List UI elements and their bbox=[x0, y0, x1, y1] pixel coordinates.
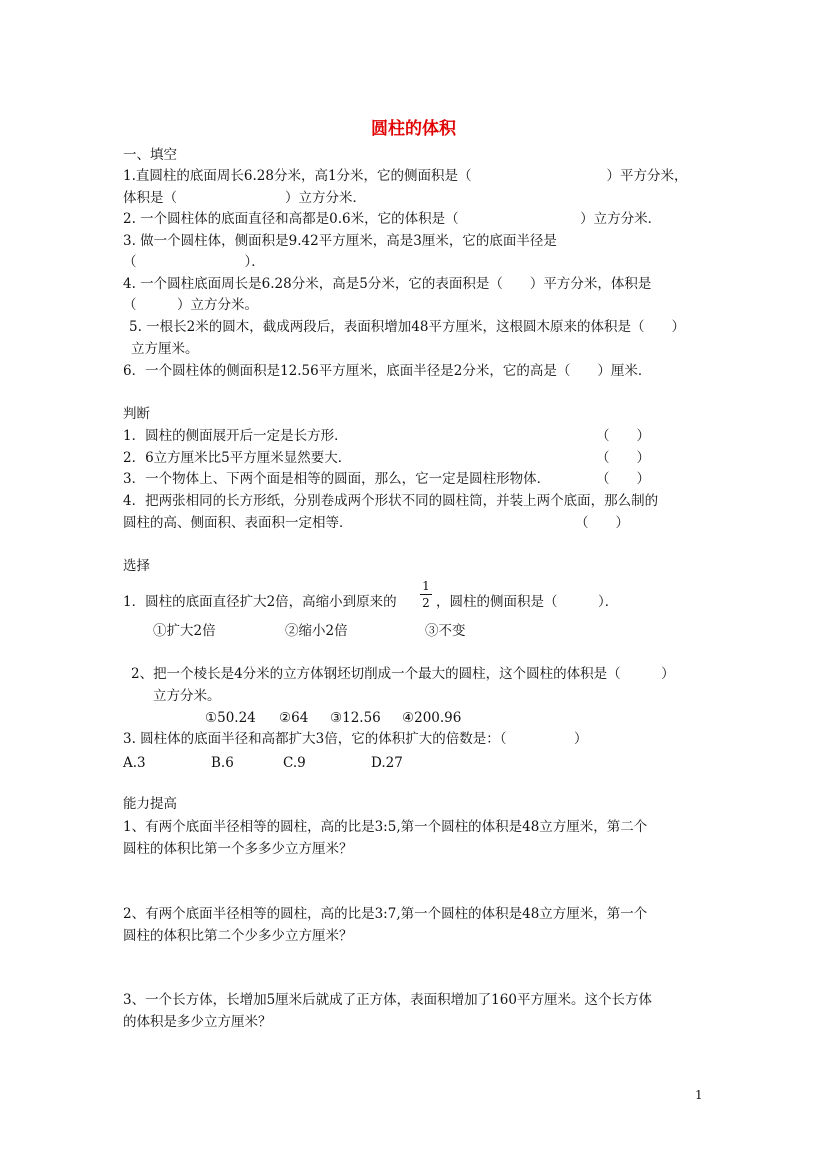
fill-line: 6．一个圆柱体的侧面积是12.56平方厘米，底面半径是2分米，它的高是（ ）厘米． bbox=[123, 363, 652, 379]
fraction-one-half bbox=[420, 579, 432, 610]
answer-bracket: （ ） bbox=[596, 428, 650, 444]
fill-line: （ ）立方分米。 bbox=[123, 297, 258, 313]
judge-line: 2．6立方厘米比5平方厘米显然要大． bbox=[123, 450, 352, 466]
answer-bracket: （ ） bbox=[596, 471, 650, 487]
judge-line: 4．把两张相同的长方形纸，分别卷成两个形状不同的圆柱筒，并装上两个底面，那么制的 bbox=[123, 493, 659, 509]
choice-option: ③不变 bbox=[425, 623, 466, 639]
section-fill-heading: 一、填空 bbox=[123, 147, 177, 163]
ability-question: 的体积是多少立方厘米？ bbox=[123, 1014, 272, 1030]
ability-question: 3、一个长方体，长增加5厘米后就成了正方体，表面积增加了160平方厘米。这个长方体 bbox=[123, 992, 652, 1008]
judge-line: 圆柱的高、侧面积、表面积一定相等． bbox=[123, 515, 353, 531]
choice-question: 立方分米。 bbox=[153, 688, 221, 704]
fraction-bar bbox=[420, 594, 432, 595]
ability-question: 1、有两个底面半径相等的圆柱，高的比是3:5,第一个圆柱的体积是48立方厘米，第二个 bbox=[123, 819, 648, 835]
page-number: 1 bbox=[695, 1088, 703, 1102]
choice-question: 3. 圆柱体的底面半径和高都扩大3倍，它的体积扩大的倍数是：（ ） bbox=[123, 731, 588, 747]
fill-line: 4. 一个圆柱底面周长是6.28分米，高是5分米，它的表面积是（ ）平方分米，体积是 bbox=[123, 276, 652, 292]
section-choice-heading: 选择 bbox=[123, 558, 150, 574]
choice-option: ③12.56 bbox=[330, 710, 381, 726]
choice-option: ①50.24 bbox=[205, 710, 256, 726]
fill-line: 2. 一个圆柱体的底面直径和高都是0.6米，它的体积是（ ）立方分米． bbox=[123, 211, 662, 227]
ability-question: 圆柱的体积比第二个少多少立方厘米？ bbox=[123, 928, 353, 944]
page-title: 圆柱的体积 bbox=[371, 119, 456, 139]
section-judge-heading: 判断 bbox=[123, 406, 150, 422]
choice-question: ，圆柱的侧面积是（ ）． bbox=[436, 594, 619, 610]
ability-question: 2、有两个底面半径相等的圆柱，高的比是3:7,第一个圆柱的体积是48立方厘米，第一个 bbox=[123, 906, 648, 922]
choice-option: B.6 bbox=[211, 755, 234, 771]
choice-option: ②缩小2倍 bbox=[285, 623, 348, 639]
choice-question: 2、把一个棱长是4分米的立方体钢坯切削成一个最大的圆柱，这个圆柱的体积是（ ） bbox=[131, 666, 675, 682]
fill-line: 5. 一根长2米的圆木，截成两段后，表面积增加48平方厘米，这根圆木原来的体积是（ ） bbox=[129, 319, 685, 335]
choice-option: ②64 bbox=[279, 710, 309, 726]
fraction-numerator: 1 bbox=[422, 579, 430, 593]
answer-bracket: （ ） bbox=[596, 450, 650, 466]
fill-line: 3. 做一个圆柱体，侧面积是9.42平方厘米，高是3厘米，它的底面半径是 bbox=[123, 233, 557, 249]
choice-option: A.3 bbox=[123, 755, 146, 771]
section-ability-heading: 能力提高 bbox=[123, 796, 177, 812]
fill-line: 立方厘米。 bbox=[131, 341, 199, 357]
choice-question: 1．圆柱的底面直径扩大2倍，高缩小到原来的 bbox=[123, 594, 397, 610]
fill-line: 1.直圆柱的底面周长6.28分米，高1分米，它的侧面积是（ ）平方分米， bbox=[123, 168, 688, 184]
fraction-denominator: 2 bbox=[422, 596, 430, 610]
choice-option: D.27 bbox=[371, 755, 403, 771]
ability-question: 圆柱的体积比第一个多多少立方厘米？ bbox=[123, 841, 353, 857]
judge-line: 1．圆柱的侧面展开后一定是长方形． bbox=[123, 428, 348, 444]
judge-line: 3．一个物体上、下两个面是相等的圆面，那么，它一定是圆柱形物体． bbox=[123, 471, 551, 487]
choice-option: ①扩大2倍 bbox=[153, 623, 216, 639]
fill-line: （ ）． bbox=[123, 254, 265, 270]
choice-option: C.9 bbox=[283, 755, 306, 771]
fill-line: 体积是（ ）立方分米． bbox=[123, 190, 366, 206]
answer-bracket: （ ） bbox=[575, 515, 629, 531]
choice-option: ④200.96 bbox=[402, 710, 462, 726]
